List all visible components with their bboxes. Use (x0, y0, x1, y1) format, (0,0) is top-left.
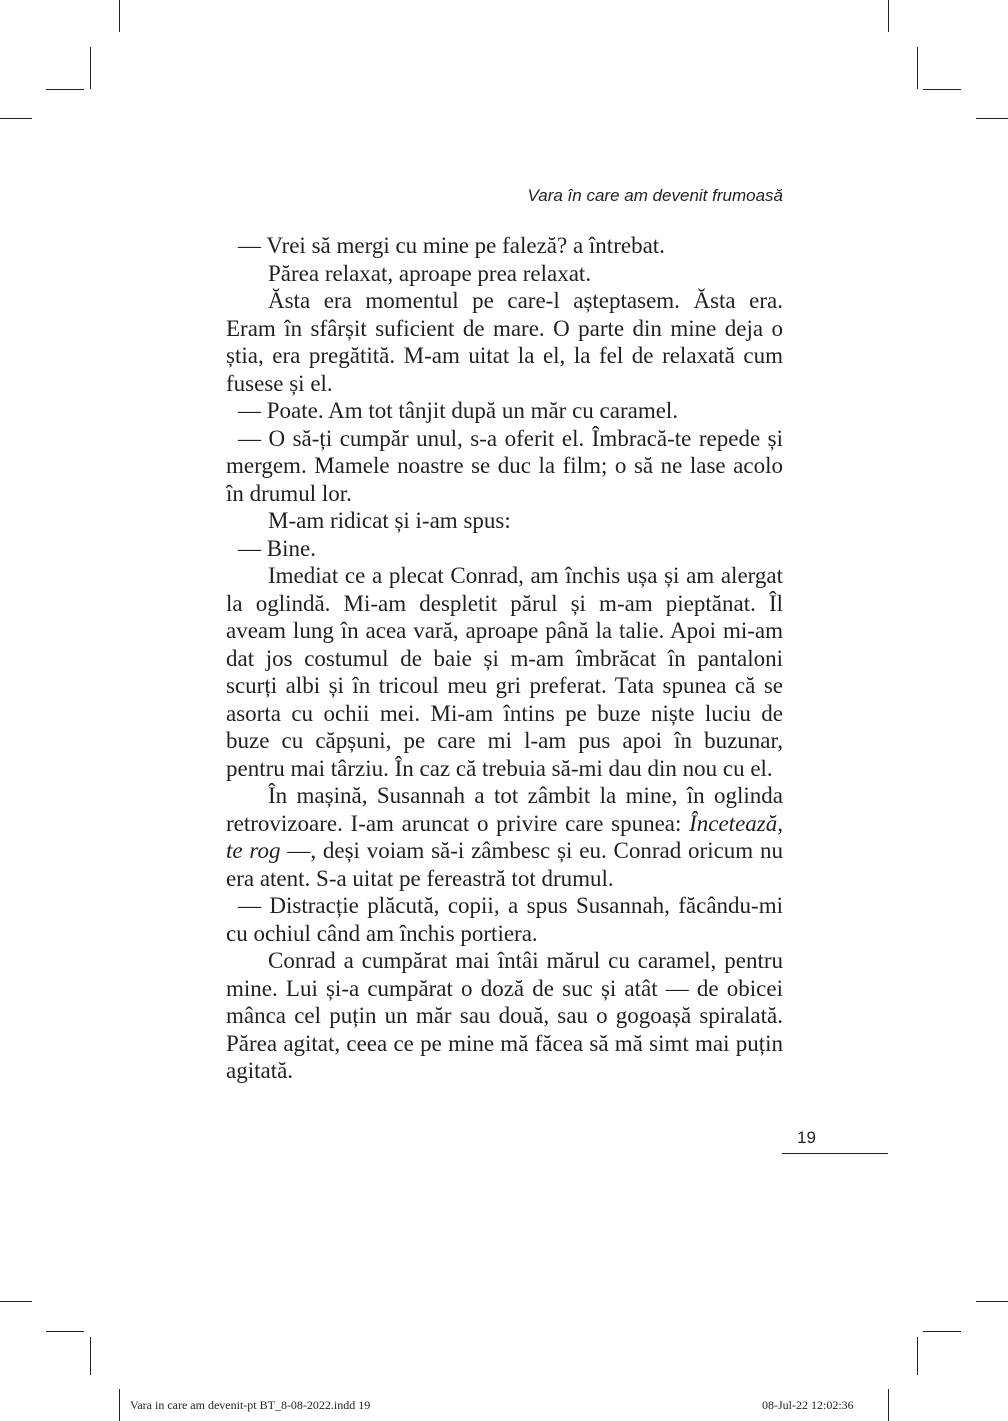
dialogue-paragraph (226, 535, 783, 563)
crop-mark (46, 89, 84, 90)
text-run: — Poate. Am tot tânjit după un măr cu caramel. (238, 398, 679, 423)
crop-mark (923, 1331, 961, 1332)
running-header: Vara în care am devenit frumoasă (527, 186, 783, 205)
crop-mark (119, 1389, 120, 1421)
page-number-rule (782, 1153, 888, 1154)
text-run: În mașină, Susannah a tot zâmbit la mine, în oglinda retrovizoare. I-am aruncat o privire care spunea: (226, 783, 783, 836)
page-number: 19 (797, 1128, 816, 1147)
text-run: Conrad a cumpărat mai întâi mărul cu caramel, pentru mine. Lui și-a cumpărat o doză de suc și atât — de obicei mânca cel puțin un măr sau două, sau o gogoașă spiralată. Părea agitat, ceea ce pe mine mă făcea să mă simt mai puțin agitată. (226, 948, 783, 1083)
narrative-paragraph (226, 287, 783, 397)
text-run: — Vrei să mergi cu mine pe faleză? a întrebat. (238, 233, 665, 258)
narrative-paragraph (226, 562, 783, 782)
text-run: Părea relaxat, aproape prea relaxat. (268, 260, 592, 286)
crop-mark (46, 1331, 84, 1332)
dialogue-paragraph (226, 892, 783, 947)
narrative-paragraph (226, 260, 783, 288)
text-run: M-am ridicat și i-am spus: (268, 508, 511, 533)
crop-mark (0, 1301, 32, 1302)
narrative-paragraph (226, 507, 783, 535)
dialogue-paragraph (226, 397, 783, 425)
crop-mark (917, 1337, 918, 1375)
text-run: —, deși voiam să-i zâmbesc și eu. Conrad oricum nu era atent. S-a uitat pe fereastră tot drumul. (226, 838, 783, 891)
crop-mark (90, 47, 91, 89)
crop-mark (976, 118, 1008, 119)
text-run: Ăsta era momentul pe care-l așteptasem. Ăsta era. Eram în sfârșit suficient de mare. O parte din mine deja o știa, era pregătită. M-am uitat la el, la fel de relaxată cum fusese și el. (226, 288, 783, 396)
crop-mark (923, 89, 961, 90)
text-run: — Bine. (238, 535, 316, 561)
crop-mark (888, 0, 889, 32)
body-text (226, 232, 783, 1085)
narrative-paragraph (226, 782, 783, 892)
text-run: Imediat ce a plecat Conrad, am închis ușa și am alergat la oglindă. Mi-am despletit părul și m-am pieptănat. Îl aveam lung în acea vară, aproape până la talie. Apoi mi-am dat jos costumul de baie și m-am îmbrăcat în pantaloni scurți albi și în tricoul meu gri preferat. Tata spunea că se asorta cu ochii mei. Mi-am întins pe buze niște luciu de buze cu căpșuni, pe care mi l-am pus apoi în buzunar, pentru mai târziu. În caz că trebuia să-mi dau din nou cu el. (226, 563, 783, 781)
crop-mark (976, 1301, 1008, 1302)
text-run: — Distracție plăcută, copii, a spus Susannah, făcându-mi cu ochiul când am închis portiera. (226, 893, 783, 946)
crop-mark (888, 1389, 889, 1421)
slug-file-name: Vara in care am devenit-pt BT_8-08-2022.indd 19 (130, 1398, 371, 1412)
text-run: — O să-ți cumpăr unul, s-a oferit el. Îmbracă-te repede și mergem. Mamele noastre se duc la film; o să ne lase acolo în drumul lor. (226, 425, 783, 506)
italic-text: Încetează, te rog (226, 810, 783, 863)
narrative-paragraph (226, 947, 783, 1085)
crop-mark (917, 47, 918, 89)
crop-mark (119, 0, 120, 32)
dialogue-paragraph (226, 425, 783, 508)
crop-mark (0, 118, 32, 119)
dialogue-paragraph (226, 232, 783, 260)
slug-timestamp: 08-Jul-22 12:02:36 (762, 1398, 854, 1412)
crop-mark (90, 1337, 91, 1375)
